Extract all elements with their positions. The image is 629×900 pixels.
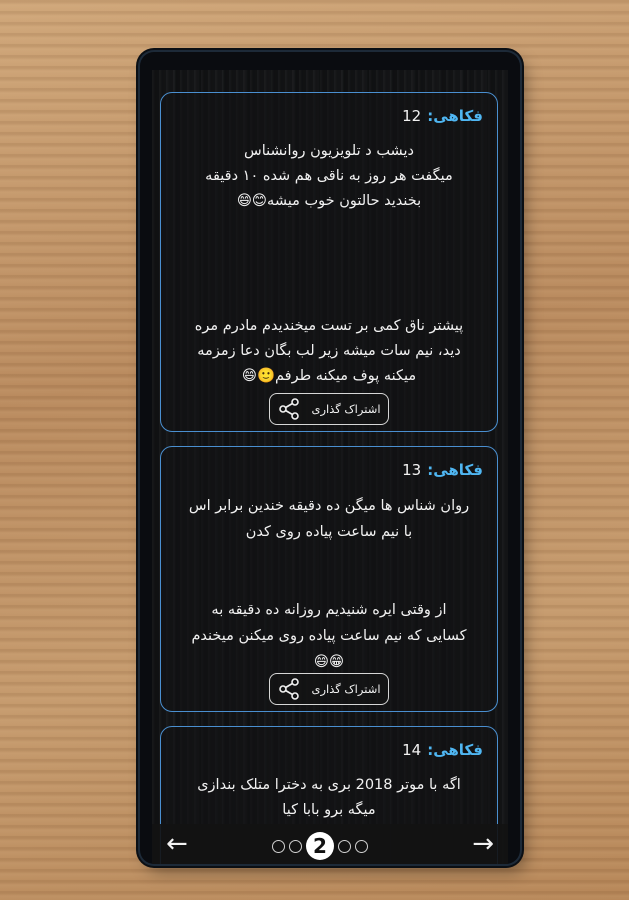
page-dot[interactable]	[338, 840, 351, 853]
joke-text: روان شناس ها میگن ده دقیقه خندین برابر اس با نیم ساعت پیاده روی کدن از وقتی ایره شنیدیم روزانه ده دقیقه به کسایی که نیم ساعت پیاده روی میکنن میخندم 😁😄	[188, 498, 470, 670]
share-label: اشتراک گذاری	[311, 682, 381, 696]
joke-category: فکاهی:	[427, 107, 483, 125]
share-label: اشتراک گذاری	[311, 402, 381, 416]
share-button[interactable]	[269, 673, 389, 705]
share-icon	[277, 677, 301, 701]
phone-frame	[140, 52, 520, 864]
joke-number: 13	[402, 461, 422, 479]
joke-category: فکاهی:	[427, 741, 483, 759]
page-dot[interactable]	[289, 840, 302, 853]
joke-header	[402, 461, 483, 479]
joke-card	[160, 92, 498, 432]
joke-header	[402, 107, 483, 125]
joke-text: دیشب د تلویزیون روانشناس میگفت هر روز به ناقی هم شده ۱۰ دقیقه بخندید حالتون خوب میشه😊😄 پیشتر ناق کمی بر تست میخندیدم مادرم مره دید، نیم سات میشه زیر لب بگان دعا زمزمه میکنه پوف میکنه طرفم🙂😄	[194, 143, 464, 384]
joke-category: فکاهی:	[427, 461, 483, 479]
joke-text: اگه با موتر 2018 بری به دخترا متلک بندازی میگه برو بابا کیا	[197, 777, 461, 818]
joke-number: 14	[402, 741, 422, 759]
app-screen	[152, 70, 508, 864]
share-button[interactable]	[269, 393, 389, 425]
arrow-left-icon[interactable]: ←	[166, 829, 188, 859]
pagination-bar	[152, 824, 508, 864]
joke-header	[402, 741, 483, 759]
page-indicator	[272, 832, 368, 860]
joke-card	[160, 446, 498, 712]
page-dot[interactable]	[355, 840, 368, 853]
arrow-right-icon[interactable]: →	[472, 829, 494, 859]
current-page[interactable]: 2	[306, 832, 334, 860]
page-dot[interactable]	[272, 840, 285, 853]
joke-number: 12	[402, 107, 422, 125]
share-icon	[277, 397, 301, 421]
